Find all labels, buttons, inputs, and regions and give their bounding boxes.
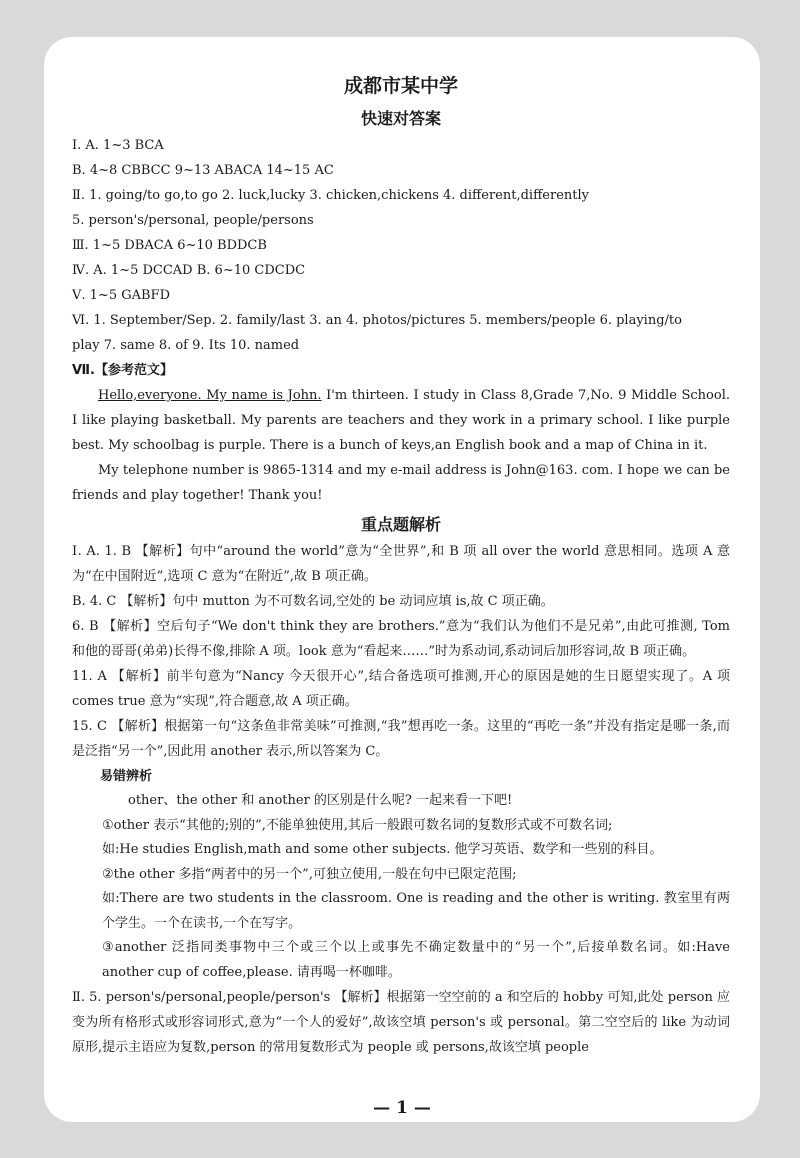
answer-line-I-b: B. 4~8 CBBCC 9~13 ABACA 14~15 AC	[72, 163, 334, 178]
error-analysis-box	[72, 789, 730, 985]
answer-page	[44, 37, 760, 1122]
answer-line-V: Ⅴ. 1~5 GABFD	[72, 288, 170, 303]
answer-line-II-2: 5. person's/personal, people/persons	[72, 213, 314, 228]
answer-line-VI-2: play 7. same 8. of 9. Its 10. named	[72, 338, 300, 353]
essay-paragraph-1-text: I'm thirteen. I study in Class 8,Grade 7,No. 9 Middle School. I like playing basketball. My parents are teachers and they work in a primary school. I like purple best. My schoolbag is purple. There is a bunch of keys,an English book and a map of China in it.	[72, 388, 730, 453]
model-essay-label: Ⅶ.【参考范文】	[72, 363, 173, 378]
answer-line-II-1: Ⅱ. 1. going/to go,to go 2. luck,lucky 3. chicken,chickens 4. different,differently	[72, 188, 590, 203]
error-line-4: 如:There are two students in the classroom. One is reading and the other is writing. 教室里有两个学生。一个在读书,一个在写字。	[102, 891, 730, 931]
answer-line-III: Ⅲ. 1~5 DBACA 6~10 BDDCB	[72, 238, 267, 253]
analysis-item-5: 15. C 【解析】根据第一句“这条鱼非常美味”可推测,“我”想再吃一条。这里的“再吃一条”并没有指定是哪一条,而是泛指“另一个”,因此用 another 表示,所以答案为 C。	[72, 719, 730, 759]
page-title: 成都市某中学	[343, 75, 458, 97]
answer-line-I-a: Ⅰ. A. 1~3 BCA	[72, 138, 164, 153]
model-essay-paragraph-1	[72, 383, 730, 458]
model-essay-paragraph-2: My telephone number is 9865-1314 and my e-mail address is John@163. com. I hope we can be friends and play together! Thank you!	[72, 463, 730, 503]
analysis-item-1: Ⅰ. A. 1. B 【解析】句中“around the world”意为“全世界”,和 B 项 all over the world 意思相同。选项 A 意为“在中国附近”,选项 C 意为“在附近”,故 B 项正确。	[72, 544, 730, 584]
error-line-intro: other、the other 和 another 的区别是什么呢? 一起来看一下吧!	[128, 793, 513, 808]
analysis-heading: 重点题解析	[360, 515, 441, 534]
answer-line-IV: Ⅳ. A. 1~5 DCCAD B. 6~10 CDCDC	[72, 263, 306, 278]
quick-answers-heading: 快速对答案	[360, 109, 441, 128]
error-line-1: ①other 表示“其他的;别的”,不能单独使用,其后一般跟可数名词的复数形式或不可数名词;	[102, 817, 613, 833]
essay-underlined-greeting: Hello,everyone. My name is John.	[98, 388, 322, 403]
page-content	[72, 73, 730, 1060]
analysis-item-3: 6. B 【解析】空后句子“We don't think they are brothers.”意为“我们认为他们不是兄弟”,由此可推测, Tom 和他的哥哥(弟弟)长得不像,排除 A 项。look 意为“看起来……”时为系动词,系动词后加形容词,故 B 项正确。	[72, 619, 730, 659]
page-number: — 1 —	[373, 1098, 431, 1118]
analysis-item-6: Ⅱ. 5. person's/personal,people/person's 【解析】根据第一空空前的 a 和空后的 hobby 可知,此处 person 应变为所有格形式或形容词形式,意为“一个人的爱好”,故该空填 person's 或 personal。第二空空后的 like 为动词原形,提示主语应为复数,person 的常用复数形式为 people 或 persons,故该空填 people	[72, 990, 730, 1055]
analysis-item-4: 11. A 【解析】前半句意为“Nancy 今天很开心”,结合备选项可推测,开心的原因是她的生日愿望实现了。A 项 comes true 意为“实现”,符合题意,故 A 项正确。	[72, 669, 730, 709]
answer-line-VI-1: Ⅵ. 1. September/Sep. 2. family/last 3. an 4. photos/pictures 5. members/people 6. playing/to	[72, 313, 682, 328]
error-line-5: ③another 泛指同类事物中三个或三个以上或事先不确定数量中的“另一个”,后接单数名词。如:Have another cup of coffee,please. 请再喝一杯咖啡。	[102, 940, 730, 980]
error-analysis-label: 易错辨析	[100, 769, 153, 784]
error-line-3: ②the other 多指“两者中的另一个”,可独立使用,一般在句中已限定范围;	[102, 866, 517, 882]
error-line-2: 如:He studies English,math and some other subjects. 他学习英语、数学和一些别的科目。	[102, 842, 663, 857]
analysis-item-2: B. 4. C 【解析】句中 mutton 为不可数名词,空处的 be 动词应填 is,故 C 项正确。	[72, 594, 554, 609]
